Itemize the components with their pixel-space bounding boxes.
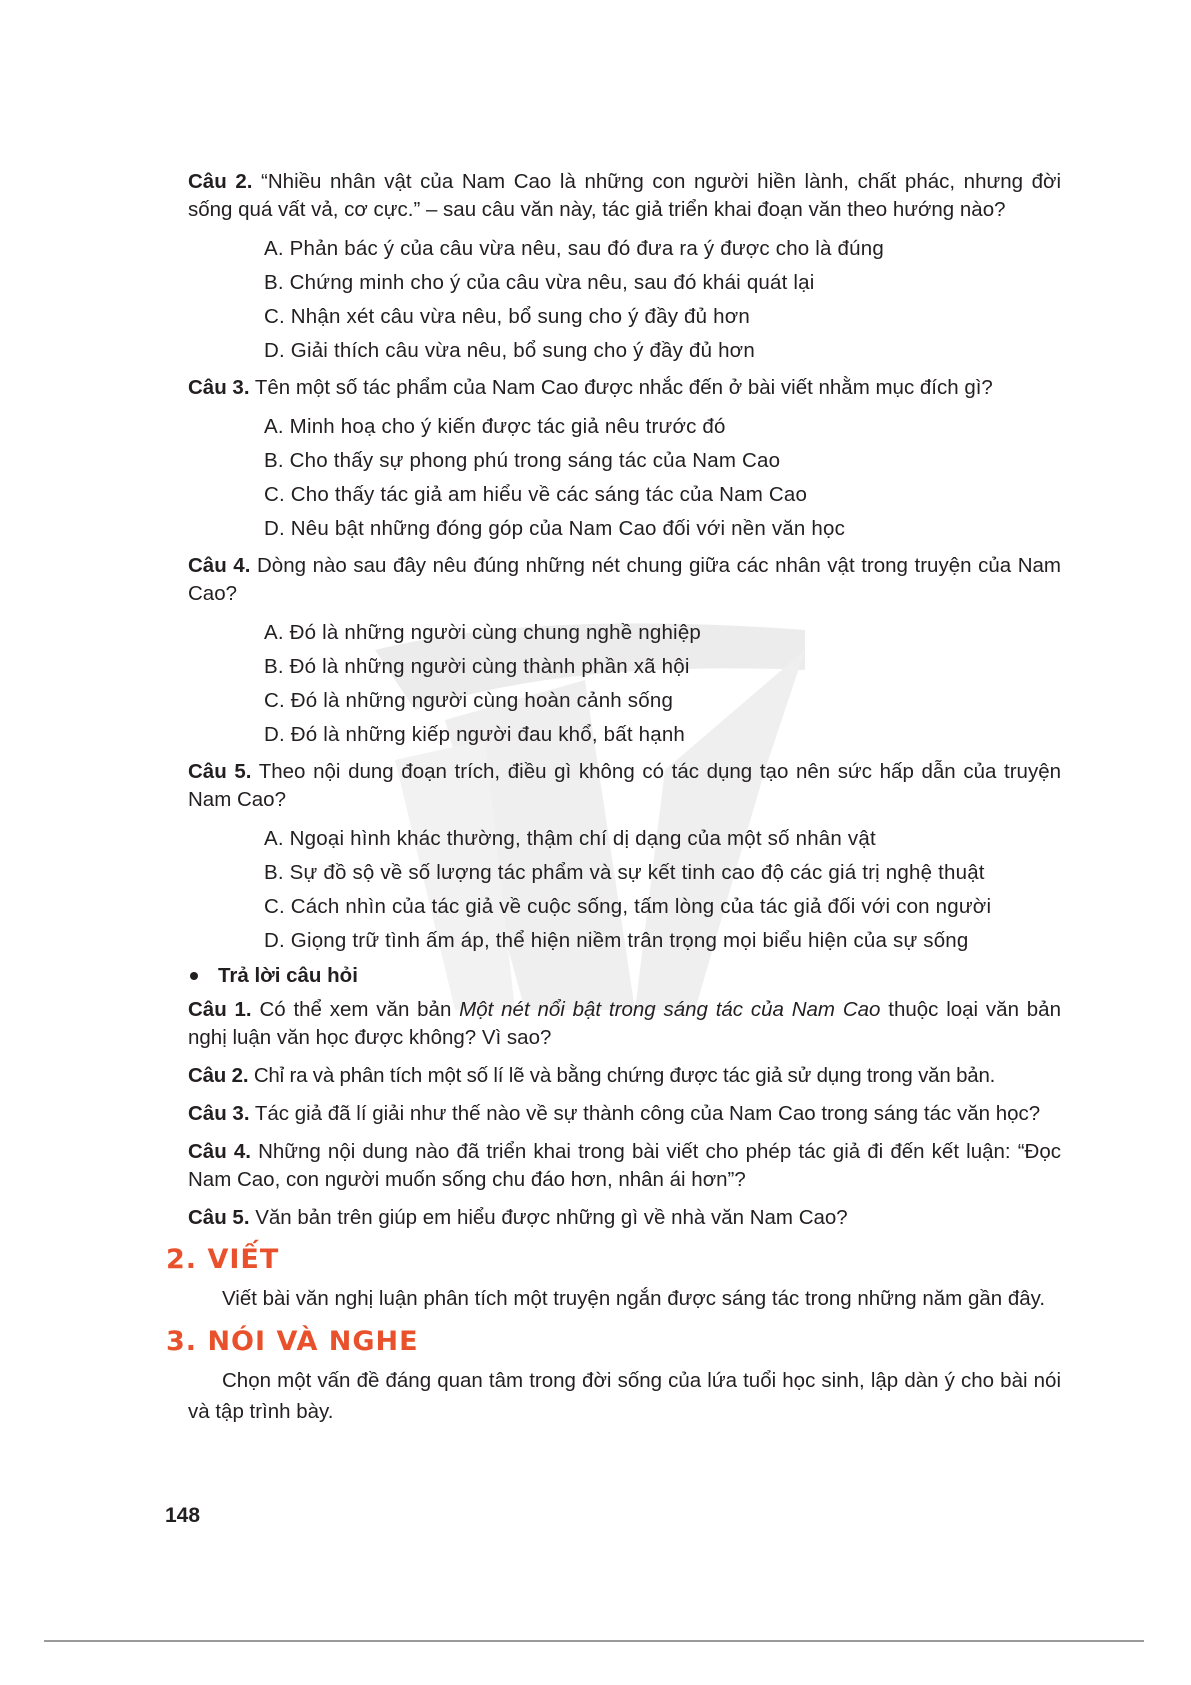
speaking-section-title: 3. NÓI VÀ NGHE bbox=[166, 1326, 419, 1357]
question-text: Tác giả đã lí giải như thế nào về sự thành công của Nam Cao trong sáng tác văn học? bbox=[249, 1102, 1041, 1125]
question-text: Tên một số tác phẩm của Nam Cao được nhắc đến ở bài viết nhằm mục đích gì? bbox=[249, 376, 993, 399]
reading-title: Một nét nổi bật trong sáng tác của Nam Cao bbox=[459, 998, 881, 1021]
writing-section-body: Viết bài văn nghị luận phân tích một truyện ngắn được sáng tác trong những năm gần đây. bbox=[222, 1287, 1046, 1310]
bullet-icon bbox=[190, 972, 198, 980]
question-text: “Nhiều nhân vật của Nam Cao là những con người hiền lành, chất phác, nhưng đời sống quá vất vả, cơ cực.” – sau câu văn này, tác giả triển khai đoạn văn theo hướng nào? bbox=[188, 170, 1061, 221]
answer-options bbox=[264, 822, 1061, 958]
answer-options bbox=[264, 232, 1061, 368]
question-label: Câu 3. bbox=[188, 376, 250, 399]
open-question-1 bbox=[188, 996, 1061, 1052]
answer-section-title: Trả lời câu hỏi bbox=[218, 964, 358, 987]
question-label: Câu 2. bbox=[188, 1064, 249, 1087]
option-a: A. Ngoại hình khác thường, thậm chí dị dạng của một số nhân vật bbox=[264, 827, 876, 850]
question-text: Theo nội dung đoạn trích, điều gì không có tác dụng tạo nên sức hấp dẫn của truyện Nam Cao? bbox=[188, 760, 1061, 811]
option-c: C. Cho thấy tác giả am hiểu về các sáng tác của Nam Cao bbox=[264, 483, 808, 506]
question-text: Dòng nào sau đây nêu đúng những nét chung giữa các nhân vật trong truyện của Nam Cao? bbox=[188, 554, 1061, 605]
page-content bbox=[166, 168, 1061, 1433]
answer-section-heading bbox=[188, 964, 1061, 988]
question-label: Câu 2. bbox=[188, 170, 253, 193]
question-4 bbox=[188, 552, 1061, 752]
open-question-2 bbox=[188, 1062, 1061, 1090]
option-d: D. Giọng trữ tình ấm áp, thể hiện niềm trân trọng mọi biểu hiện của sự sống bbox=[264, 929, 969, 952]
question-text-post: thuộc loại văn bản nghị luận văn học được không? Vì sao? bbox=[188, 998, 1061, 1049]
question-text-pre: Có thể xem văn bản bbox=[251, 998, 460, 1021]
option-d: D. Đó là những kiếp người đau khổ, bất hạnh bbox=[264, 723, 686, 746]
question-label: Câu 1. bbox=[188, 998, 252, 1021]
option-c: C. Nhận xét câu vừa nêu, bổ sung cho ý đầy đủ hơn bbox=[264, 305, 750, 328]
option-a: A. Minh hoạ cho ý kiến được tác giả nêu trước đó bbox=[264, 415, 726, 438]
option-c: C. Đó là những người cùng hoàn cảnh sống bbox=[264, 689, 674, 712]
writing-section-title: 2. VIẾT bbox=[166, 1244, 280, 1275]
open-question-3 bbox=[188, 1100, 1061, 1128]
option-c: C. Cách nhìn của tác giả về cuộc sống, tấm lòng của tác giả đối với con người bbox=[264, 895, 992, 918]
question-label: Câu 4. bbox=[188, 1140, 251, 1163]
open-question-5 bbox=[188, 1204, 1061, 1232]
option-a: A. Đó là những người cùng chung nghề nghiệp bbox=[264, 621, 702, 644]
question-label: Câu 4. bbox=[188, 554, 251, 577]
open-question-4 bbox=[188, 1138, 1061, 1194]
footer-divider bbox=[44, 1640, 1144, 1642]
question-text: Những nội dung nào đã triển khai trong bài viết cho phép tác giả đi đến kết luận: “Đọc Nam Cao, con người muốn sống chu đáo hơn, nhân ái hơn”? bbox=[188, 1140, 1061, 1191]
option-b: B. Chứng minh cho ý của câu vừa nêu, sau đó khái quát lại bbox=[264, 271, 815, 294]
answer-options bbox=[264, 616, 1061, 752]
question-text: Văn bản trên giúp em hiểu được những gì về nhà văn Nam Cao? bbox=[249, 1206, 848, 1229]
option-b: B. Cho thấy sự phong phú trong sáng tác của Nam Cao bbox=[264, 449, 781, 472]
question-2 bbox=[188, 168, 1061, 368]
question-label: Câu 5. bbox=[188, 1206, 250, 1229]
question-5 bbox=[188, 758, 1061, 958]
page-number: 148 bbox=[165, 1504, 201, 1527]
open-questions bbox=[188, 996, 1061, 1232]
question-label: Câu 3. bbox=[188, 1102, 250, 1125]
question-label: Câu 5. bbox=[188, 760, 252, 783]
option-b: B. Đó là những người cùng thành phần xã hội bbox=[264, 655, 690, 678]
question-text: Chỉ ra và phân tích một số lí lẽ và bằng chứng được tác giả sử dụng trong văn bản. bbox=[248, 1064, 996, 1087]
option-b: B. Sự đồ sộ về số lượng tác phẩm và sự kết tinh cao độ các giá trị nghệ thuật bbox=[264, 861, 985, 884]
answer-options bbox=[264, 410, 1061, 546]
option-d: D. Nêu bật những đóng góp của Nam Cao đối với nền văn học bbox=[264, 517, 846, 540]
question-3 bbox=[188, 374, 1061, 546]
speaking-section-body: Chọn một vấn đề đáng quan tâm trong đời sống của lứa tuổi học sinh, lập dàn ý cho bài nói và tập trình bày. bbox=[188, 1369, 1061, 1423]
option-d: D. Giải thích câu vừa nêu, bổ sung cho ý đầy đủ hơn bbox=[264, 339, 755, 362]
option-a: A. Phản bác ý của câu vừa nêu, sau đó đưa ra ý được cho là đúng bbox=[264, 237, 884, 260]
